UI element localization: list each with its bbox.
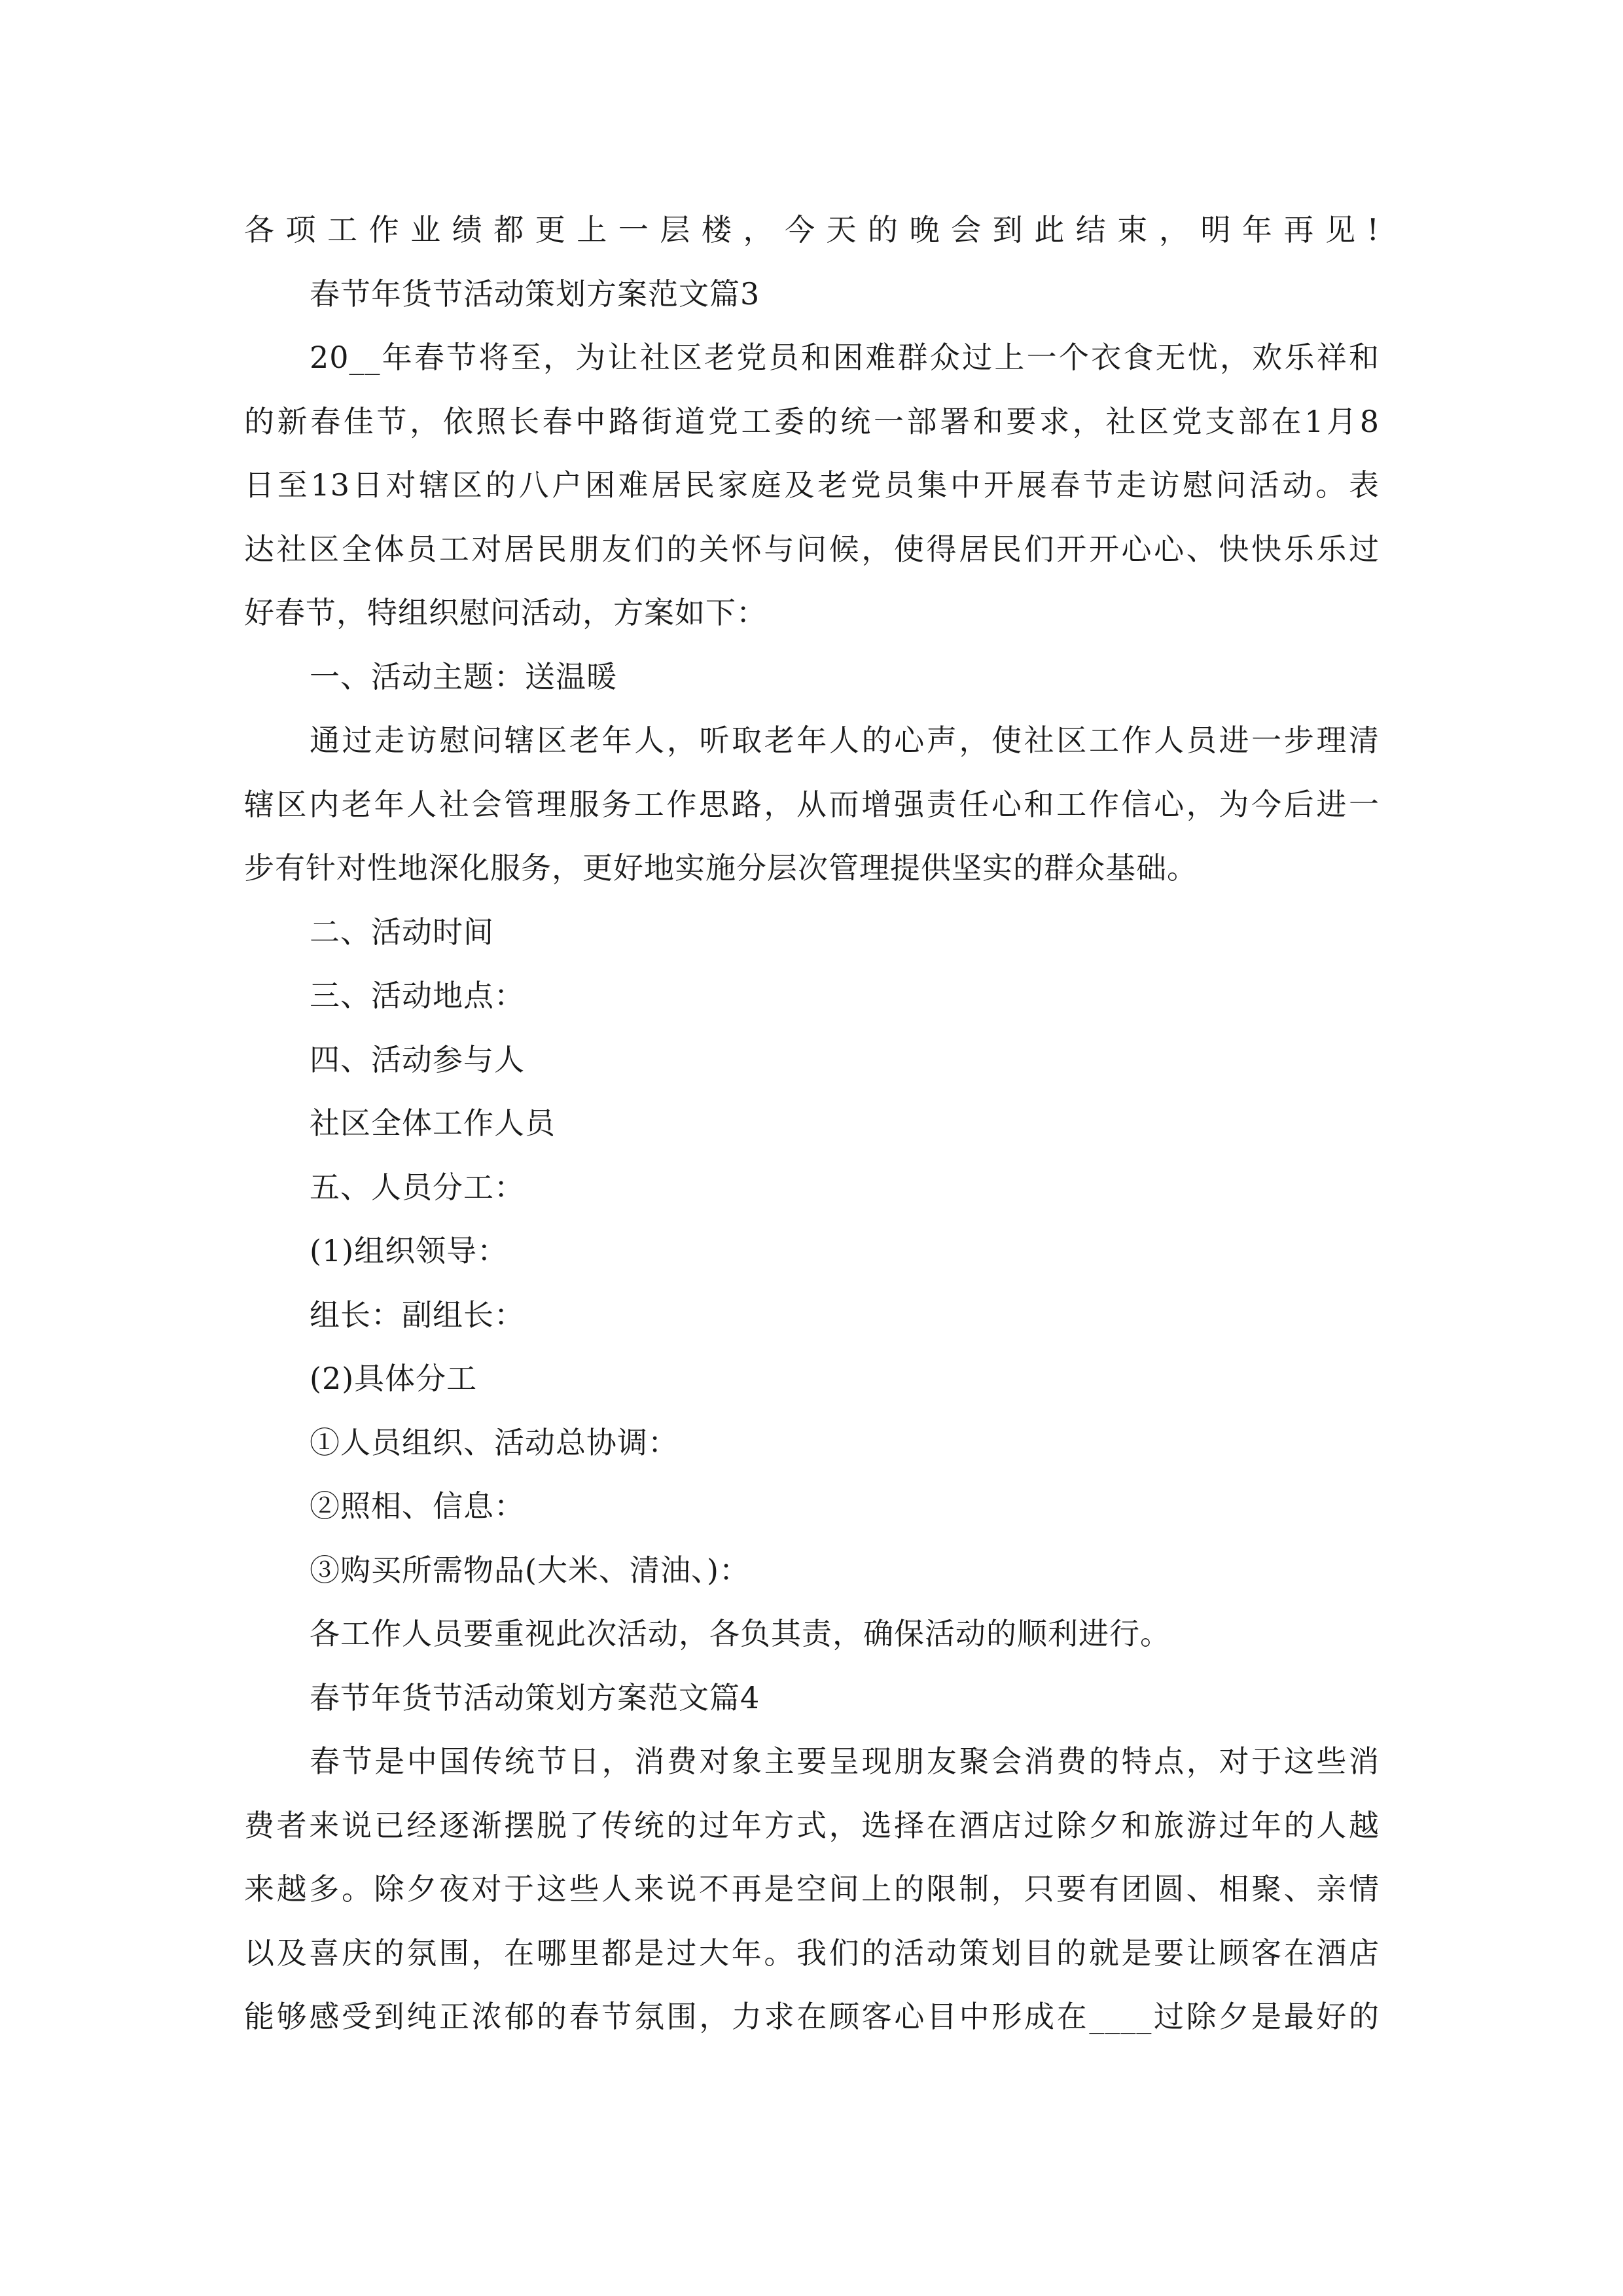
paragraph-line: 各项工作业绩都更上一层楼，今天的晚会到此结束，明年再见! [244, 212, 1380, 247]
paragraph-line: 费者来说已经逐渐摆脱了传统的过年方式，选择在酒店过除夕和旅游过年的人越 [244, 1807, 1380, 1843]
paragraph-line: 通过走访慰问辖区老年人，听取老年人的心声，使社区工作人员进一步理清 [310, 723, 1380, 758]
paragraph-line: 能够感受到纯正浓郁的春节氛围，力求在顾客心目中形成在____过除夕是最好的 [244, 1999, 1380, 2034]
list-item: ①人员组织、活动总协调： [310, 1424, 679, 1460]
list-item: 二、活动时间 [310, 914, 494, 950]
document-body [244, 198, 1380, 2049]
paragraph-line: 以及喜庆的氛围，在哪里都是过大年。我们的活动策划目的就是要让顾客在酒店 [244, 1935, 1380, 1971]
paragraph-line: 辖区内老年人社会管理服务工作思路，从而增强责任心和工作信心，为今后进一 [244, 786, 1380, 822]
list-item: 组长：副组长： [310, 1297, 525, 1333]
list-item: ③购买所需物品(大米、清油、)： [310, 1552, 750, 1588]
paragraph-line: 步有针对性地深化服务，更好地实施分层次管理提供坚实的群众基础。 [244, 850, 1198, 886]
list-item: (1)组织领导： [310, 1233, 508, 1268]
section-heading: 春节年货节活动策划方案范文篇4 [310, 1679, 760, 1715]
list-item: 一、活动主题：送温暖 [310, 658, 617, 694]
list-item: 五、人员分工： [310, 1169, 525, 1205]
paragraph-line: 的新春佳节，依照长春中路街道党工委的统一部署和要求，社区党支部在1月8 [244, 403, 1380, 439]
paragraph-line: 日至13日对辖区的八户困难居民家庭及老党员集中开展春节走访慰问活动。表 [244, 467, 1380, 503]
paragraph-line: 各工作人员要重视此次活动，各负其责，确保活动的顺利进行。 [310, 1616, 1171, 1651]
paragraph-line: 达社区全体员工对居民朋友们的关怀与问候，使得居民们开开心心、快快乐乐过 [244, 531, 1380, 567]
section-heading: 春节年货节活动策划方案范文篇3 [310, 276, 760, 312]
list-item: 社区全体工作人员 [310, 1105, 556, 1141]
list-item: (2)具体分工 [310, 1361, 478, 1396]
paragraph-line: 好春节，特组织慰问活动，方案如下： [244, 595, 767, 630]
paragraph-line: 春节是中国传统节日，消费对象主要呈现朋友聚会消费的特点，对于这些消 [310, 1744, 1380, 1779]
list-item: 三、活动地点： [310, 978, 525, 1013]
paragraph-line: 来越多。除夕夜对于这些人来说不再是空间上的限制，只要有团圆、相聚、亲情 [244, 1871, 1380, 1907]
list-item: ②照相、信息： [310, 1488, 525, 1524]
paragraph-line: 20__年春节将至，为让社区老党员和困难群众过上一个衣食无忧，欢乐祥和 [310, 340, 1380, 375]
list-item: 四、活动参与人 [310, 1041, 525, 1077]
